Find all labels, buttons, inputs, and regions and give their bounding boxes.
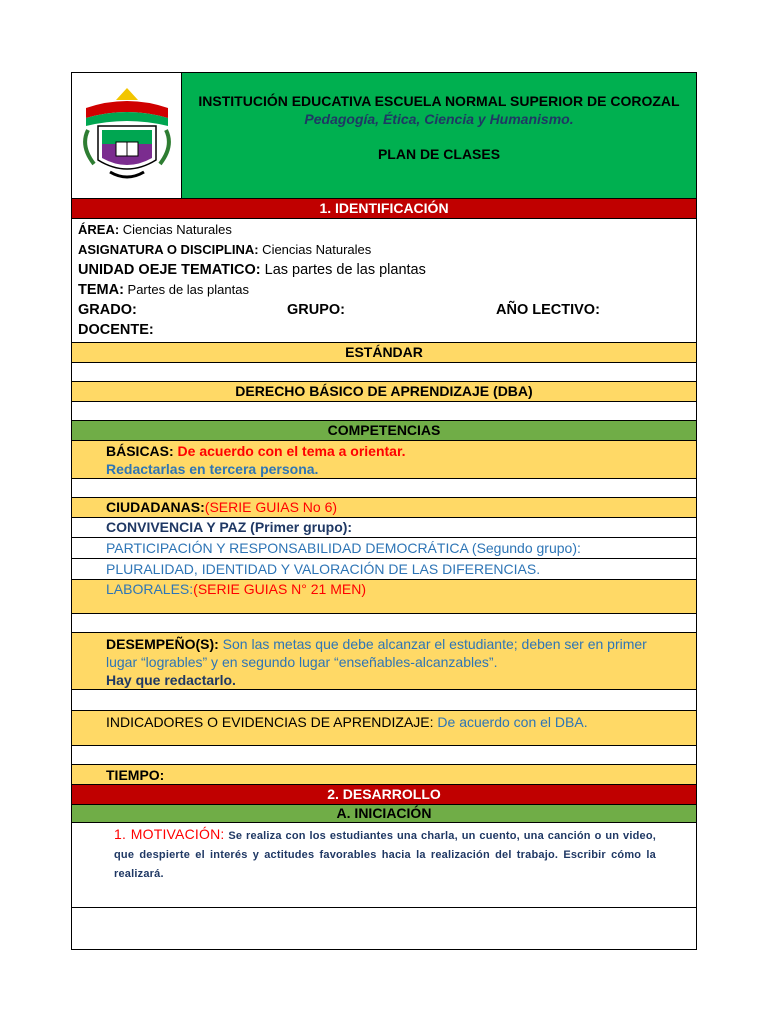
indicadores-content — [72, 746, 696, 765]
dba-header: DERECHO BÁSICO DE APRENDIZAJE (DBA) — [72, 382, 696, 402]
tema-value: Partes de las plantas — [123, 282, 249, 297]
document-title: PLAN DE CLASES — [377, 146, 501, 162]
area-line — [78, 220, 690, 240]
unidad-value: Las partes de las plantas — [260, 262, 426, 278]
ciudadanas-note: (SERIE GUIAS No 6) — [204, 499, 338, 515]
section-desarrollo-header: 2. DESARROLLO — [72, 785, 696, 805]
tema-line — [78, 280, 690, 300]
laborales-cell — [72, 580, 696, 614]
estandar-content — [72, 363, 696, 382]
school-crest-icon — [80, 86, 174, 186]
area-label: ÁREA: — [78, 222, 120, 237]
ano-lectivo-label: AÑO LECTIVO: — [496, 302, 600, 318]
iniciacion-header: A. INICIACIÓN — [72, 805, 696, 823]
desempeno-text: Son las metas que debe alcanzar el estudiante; deben ser en primer lugar “logrables” y en segundo lugar “enseñables-alcanzables”. — [106, 636, 647, 670]
competencias-header: COMPETENCIAS — [72, 421, 696, 441]
desempeno-content — [72, 690, 696, 711]
basicas-note-2: Redactarlas en tercera persona. — [106, 461, 319, 477]
school-logo-cell — [72, 73, 182, 198]
grupo-label: GRUPO: — [287, 302, 345, 318]
grado-grupo-line — [78, 300, 690, 320]
basicas-cell — [72, 441, 696, 479]
asignatura-line — [78, 240, 690, 260]
basicas-note: De acuerdo con el tema a orientar. — [173, 443, 406, 459]
pluralidad-line: PLURALIDAD, IDENTIDAD Y VALORACIÓN DE LAS DIFERENCIAS. — [72, 559, 696, 580]
laborales-note: (SERIE GUIAS N° 21 MEN) — [193, 581, 367, 597]
ciudadanas-label: CIUDADANAS: — [106, 499, 205, 515]
tema-label: TEMA: — [78, 282, 124, 298]
motivacion-label: 1. MOTIVACIÓN: — [114, 826, 225, 842]
institution-motto: Pedagogía, Ética, Ciencia y Humanismo. — [304, 111, 574, 127]
ciudadanas-cell — [72, 498, 696, 518]
asignatura-label: ASIGNATURA O DISCIPLINA: — [78, 242, 259, 257]
asignatura-value: Ciencias Naturales — [258, 242, 372, 257]
motivacion-text: Se realiza con los estudiantes una charla, un cuento, una canción o un video, que despierte el interés y actitudes favorables hacia la realización del trabajo. Escribir cómo la realizará. — [114, 830, 656, 880]
motivacion-cell — [72, 823, 696, 908]
motivacion-paragraph — [114, 825, 656, 884]
institution-name: INSTITUCIÓN EDUCATIVA ESCUELA NORMAL SUPERIOR DE COROZAL — [198, 93, 680, 109]
header-title-cell — [182, 73, 696, 198]
indicadores-cell — [72, 711, 696, 746]
section-identificacion-header: 1. IDENTIFICACIÓN — [72, 199, 696, 219]
grado-label: GRADO: — [78, 302, 137, 318]
area-value: Ciencias Naturales — [119, 222, 232, 237]
laborales-label: LABORALES: — [106, 581, 194, 597]
unidad-line — [78, 260, 690, 280]
identificacion-block — [72, 219, 696, 343]
estandar-header: ESTÁNDAR — [72, 343, 696, 363]
desempeno-note: Hay que redactarlo. — [106, 672, 236, 688]
dba-content — [72, 402, 696, 421]
desempeno-label: DESEMPEÑO(S): — [106, 636, 219, 652]
unidad-label: UNIDAD OEJE TEMATICO: — [78, 262, 261, 278]
basicas-content — [72, 479, 696, 498]
indicadores-label: INDICADORES O EVIDENCIAS DE APRENDIZAJE: — [106, 714, 434, 730]
participacion-line: PARTICIPACIÓN Y RESPONSABILIDAD DEMOCRÁTICA (Segundo grupo): — [72, 538, 696, 559]
document-header — [72, 73, 696, 199]
laborales-content — [72, 614, 696, 633]
convivencia-line: CONVIVENCIA Y PAZ (Primer grupo): — [72, 518, 696, 538]
basicas-label: BÁSICAS: — [106, 443, 174, 459]
motivacion-content — [72, 908, 696, 949]
docente-label: DOCENTE: — [78, 322, 154, 338]
desempeno-cell — [72, 633, 696, 690]
tiempo-label: TIEMPO: — [72, 765, 696, 785]
lesson-plan-document — [71, 72, 697, 950]
indicadores-text: De acuerdo con el DBA. — [433, 714, 588, 730]
